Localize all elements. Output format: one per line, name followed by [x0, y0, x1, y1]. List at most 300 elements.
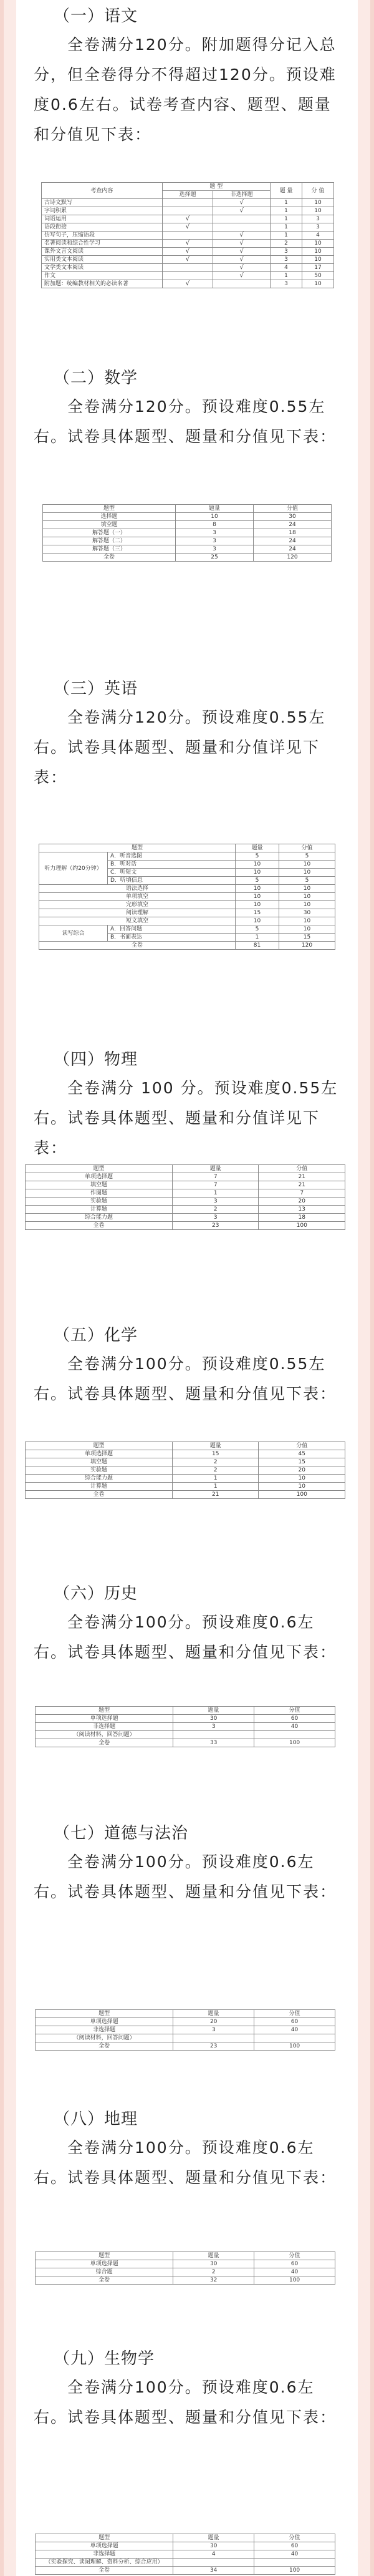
table-cell: 语法选择: [39, 885, 236, 893]
table-cell: √: [213, 240, 271, 248]
table-row: [42, 248, 334, 256]
table-cell: 3: [175, 529, 253, 537]
table-cell: 30: [279, 909, 335, 917]
table-cell: 题型: [43, 505, 176, 513]
table-cell: 全卷: [43, 554, 176, 562]
table-cell: 40: [254, 2268, 335, 2276]
table-cell: 120: [253, 554, 331, 562]
table-row: [39, 942, 335, 950]
section-heading: （六）历史: [54, 1584, 138, 1603]
table-cell: 5: [279, 852, 335, 861]
table-cell: 单项选择题: [36, 2260, 173, 2268]
table-row: [36, 2567, 335, 2575]
table-cell: √: [213, 248, 271, 256]
table-cell: [213, 215, 271, 223]
header-count: 题 量: [271, 183, 302, 199]
table-row: [26, 1206, 345, 1214]
table-row: [39, 885, 335, 893]
table-cell: 古诗文默写: [42, 199, 163, 207]
table-row: [36, 1739, 335, 1747]
table-note-row: [36, 1731, 335, 1739]
section-heading: （九）生物学: [54, 2349, 155, 2368]
table-cell: [213, 280, 271, 288]
table-cell: 3: [172, 1214, 259, 1222]
table-row: [39, 893, 335, 901]
table-cell: 1: [271, 232, 302, 240]
table-history: [35, 1706, 335, 1747]
table-cell: 15: [259, 1458, 345, 1466]
table-cell: 题量: [175, 505, 253, 513]
table-cell: 1: [271, 199, 302, 207]
table-cell: 1: [172, 1189, 259, 1198]
table-cell: [162, 207, 213, 215]
table-row: [26, 1222, 345, 1230]
table-cell: 分值: [254, 1707, 335, 1715]
table-cell: 13: [259, 1206, 345, 1214]
table-cell: （阅读材料，回答问题）: [36, 1731, 173, 1739]
table-cell: 10: [175, 513, 253, 521]
table-row: [36, 2260, 335, 2268]
table-cell: 10: [302, 256, 333, 264]
table-cell: 2: [172, 1466, 259, 1475]
table-cell: 1: [236, 934, 279, 942]
table-header-row: [36, 2252, 335, 2260]
table-row: [39, 901, 335, 909]
table-cell: 3: [271, 280, 302, 288]
table-physics: [25, 1164, 345, 1230]
table-row: [43, 521, 332, 529]
table-cell: 听力理解（约20分钟）: [39, 852, 108, 885]
table-english: [39, 844, 335, 950]
table-cell: 34: [173, 2567, 254, 2575]
table-header-row: [36, 2010, 335, 2018]
table-cell: 10: [259, 1475, 345, 1483]
table-cell: 1: [271, 223, 302, 232]
section-text: 全卷满分100分。预设难度0.6左右。试卷具体题型、题量和分值见下表：: [34, 2139, 337, 2187]
table-cell: 10: [236, 901, 279, 909]
table-cell: 33: [173, 1739, 254, 1747]
table-cell: 60: [254, 2542, 335, 2550]
table-cell: A．回答问题: [108, 925, 236, 934]
table-row: [42, 280, 334, 288]
table-cell: 计算题: [26, 1206, 173, 1214]
table-cell: 2: [271, 240, 302, 248]
table-row: [42, 223, 334, 232]
table-cell: 解答题（二）: [43, 537, 176, 545]
table-cell: 题量: [173, 2252, 254, 2260]
table-cell: C．听短文: [108, 869, 236, 877]
table-cell: 24: [253, 537, 331, 545]
table-row: [39, 925, 335, 934]
table-cell: √: [162, 240, 213, 248]
table-cell: √: [162, 256, 213, 264]
table-cell: 计算题: [26, 1483, 173, 1491]
table-cell: 名著阅读和综合性学习: [42, 240, 163, 248]
table-cell: 60: [254, 1715, 335, 1723]
table-cell: 3: [172, 1198, 259, 1206]
table-cell: 全卷: [36, 1739, 173, 1747]
table-cell: 题型: [36, 2010, 173, 2018]
table-cell: 10: [302, 248, 333, 256]
table-row: [36, 2042, 335, 2051]
table-row: [26, 1189, 345, 1198]
table-cell: 10: [236, 917, 279, 925]
table-cell: 45: [259, 1450, 345, 1458]
table-cell: 40: [254, 2550, 335, 2559]
table-cell: 3: [302, 223, 333, 232]
table-cell: 全卷: [36, 2042, 173, 2051]
table-cell: 10: [236, 869, 279, 877]
table-row: [26, 1198, 345, 1206]
table-cell: 1: [271, 272, 302, 280]
table-cell: 30: [253, 513, 331, 521]
table-header-row: [36, 2534, 335, 2542]
table-cell: 100: [259, 1491, 345, 1499]
table-cell: 10: [236, 861, 279, 869]
table-cell: [213, 223, 271, 232]
table-cell: 8: [175, 521, 253, 529]
header-type: 题 型: [162, 183, 270, 191]
table-cell: （阅读材料，回答问题）: [36, 2034, 173, 2042]
table-row: [39, 917, 335, 925]
table-row: [36, 2542, 335, 2550]
table-header-row: [43, 505, 332, 513]
table-cell: 分值: [259, 1442, 345, 1450]
table-math: [42, 504, 332, 562]
table-cell: 题量: [173, 2534, 254, 2542]
section-chinese: [16, 5, 358, 150]
table-biology: [35, 2534, 335, 2575]
table-cell: √: [162, 248, 213, 256]
table-cell: 100: [254, 1739, 335, 1747]
table-cell: 4: [173, 2550, 254, 2559]
table-cell: 30: [173, 2260, 254, 2268]
table-cell: 1: [271, 207, 302, 215]
table-cell: 10: [279, 885, 335, 893]
table-cell: 100: [254, 2276, 335, 2285]
table-cell: 4: [302, 232, 333, 240]
table-cell: 3: [271, 248, 302, 256]
table-cell: B．听对话: [108, 861, 236, 869]
table-row: [42, 199, 334, 207]
table-row: [26, 1450, 345, 1458]
table-cell: 非选择题: [36, 2026, 173, 2034]
table-cell: 题型: [26, 1442, 173, 1450]
table-cell: √: [213, 199, 271, 207]
table-cell: 语段衔接: [42, 223, 163, 232]
header-score: 分值: [279, 844, 335, 852]
table-cell: 分值: [253, 505, 331, 513]
table-cell: 3: [175, 537, 253, 545]
section-physics: [16, 1048, 358, 1163]
table-cell: 4: [271, 264, 302, 272]
table-cell: 18: [259, 1214, 345, 1222]
table-cell: 单项填空: [39, 893, 236, 901]
table-cell: 单项选择题: [36, 2018, 173, 2026]
table-cell: [162, 199, 213, 207]
table-cell: 24: [253, 545, 331, 554]
table-cell: 5: [236, 852, 279, 861]
table-ethics: [35, 2009, 335, 2051]
section-text: 全卷满分120分。附加题得分记入总分，但全卷得分不得超过120分。预设难度0.6左右。试卷考查内容、题型、题量和分值见下表：: [34, 36, 337, 144]
table-cell: 10: [279, 925, 335, 934]
section-text: 全卷满分100分。预设难度0.55左右。试卷具体题型、题量和分值见下表：: [34, 1355, 337, 1403]
table-cell: 读写综合: [39, 925, 108, 942]
section-text: 全卷满分120分。预设难度0.55左右。试卷具体题型、题量和分值详见下表：: [34, 708, 326, 786]
table-cell: 题量: [172, 1442, 259, 1450]
table-cell: 分值: [259, 1165, 345, 1173]
table-row: [43, 537, 332, 545]
table-cell: 词语运用: [42, 215, 163, 223]
table-cell: A．听音选图: [108, 852, 236, 861]
table-cell: 10: [279, 869, 335, 877]
table-cell: 5: [279, 877, 335, 885]
table-header-row: [26, 1165, 345, 1173]
table-row: [36, 2026, 335, 2034]
table-cell: 120: [279, 942, 335, 950]
table-cell: 3: [302, 215, 333, 223]
table-row: [39, 909, 335, 917]
table-cell: 解答题（一）: [43, 529, 176, 537]
table-cell: 20: [173, 2018, 254, 2026]
table-cell: 21: [172, 1491, 259, 1499]
table-row: [26, 1491, 345, 1499]
table-row: [42, 240, 334, 248]
table-cell: √: [162, 223, 213, 232]
section-text: 全卷满分100分。预设难度0.6左右。试卷具体题型、题量和分值见下表：: [34, 1853, 337, 1901]
table-row: [43, 529, 332, 537]
header-count: 题量: [236, 844, 279, 852]
section-heading: （一）语文: [54, 7, 138, 26]
table-cell: 10: [279, 861, 335, 869]
table-cell: 5: [236, 925, 279, 934]
table-cell: 实验题: [26, 1198, 173, 1206]
table-cell: 题量: [173, 2010, 254, 2018]
table-chemistry: [25, 1442, 345, 1499]
table-cell: 分值: [254, 2252, 335, 2260]
table-cell: 24: [253, 521, 331, 529]
table-cell: 单项选择题: [36, 2542, 173, 2550]
table-cell: 10: [236, 885, 279, 893]
table-row: [42, 207, 334, 215]
table-cell: √: [213, 232, 271, 240]
table-row: [36, 1715, 335, 1723]
table-cell: 32: [173, 2276, 254, 2285]
table-cell: 单项选择题: [26, 1450, 173, 1458]
table-cell: 23: [172, 1222, 259, 1230]
table-cell: 10: [259, 1483, 345, 1491]
table-cell: √: [162, 280, 213, 288]
table-cell: 2: [173, 2268, 254, 2276]
table-cell: 单项选择题: [36, 1715, 173, 1723]
table-cell: 字词积累: [42, 207, 163, 215]
table-cell: 3: [175, 545, 253, 554]
table-cell: B．书面表达: [108, 934, 236, 942]
table-cell: 10: [279, 893, 335, 901]
header-content: 考查内容: [42, 183, 163, 199]
table-cell: 阅读理解: [39, 909, 236, 917]
table-cell: 15: [279, 934, 335, 942]
section-english: [16, 678, 358, 793]
table-cell: 10: [279, 917, 335, 925]
section-history: [16, 1583, 358, 1667]
table-cell: 全卷: [26, 1491, 173, 1499]
table-cell: 非选择题: [36, 2550, 173, 2559]
table-cell: 30: [173, 2542, 254, 2550]
table-cell: 全卷: [39, 942, 236, 950]
table-cell: 100: [254, 2042, 335, 2051]
table-cell: 题型: [36, 2534, 173, 2542]
table-cell: √: [213, 256, 271, 264]
table-row: [42, 272, 334, 280]
table-cell: （实验探究、读图理解、资料分析、综合应用）: [36, 2559, 173, 2567]
table-row: [43, 545, 332, 554]
table-cell: 10: [302, 207, 333, 215]
table-cell: 短文填空: [39, 917, 236, 925]
table-cell: 填空题: [43, 521, 176, 529]
section-text: 全卷满分120分。预设难度0.55左右。试卷具体题型、题量和分值见下表：: [34, 398, 337, 446]
table-cell: [162, 272, 213, 280]
table-row: [26, 1466, 345, 1475]
table-cell: 60: [254, 2018, 335, 2026]
section-heading: （五）化学: [54, 1326, 138, 1345]
table-geography: [35, 2252, 335, 2285]
table-cell: 20: [259, 1466, 345, 1475]
table-cell: 题型: [36, 2252, 173, 2260]
table-cell: 2: [172, 1458, 259, 1466]
section-heading: （二）数学: [54, 369, 138, 388]
section-text: 全卷满分100分。预设难度0.6左右。试卷具体题型、题量和分值见下表：: [34, 1613, 337, 1661]
table-header-row: [26, 1442, 345, 1450]
table-cell: 30: [173, 1715, 254, 1723]
table-cell: [162, 264, 213, 272]
table-cell: 60: [254, 2260, 335, 2268]
table-cell: 附加题：统编教材相关的必读名著: [42, 280, 163, 288]
table-cell: 3: [271, 256, 302, 264]
section-heading: （八）地理: [54, 2110, 138, 2129]
table-cell: √: [213, 272, 271, 280]
table-cell: 综合题: [36, 2268, 173, 2276]
table-row: [26, 1181, 345, 1189]
table-cell: 1: [172, 1475, 259, 1483]
section-heading: （三）英语: [54, 680, 138, 698]
table-cell: 40: [254, 1723, 335, 1731]
table-cell: √: [213, 207, 271, 215]
table-cell: 完形填空: [39, 901, 236, 909]
section-chemistry: [16, 1324, 358, 1409]
table-cell: 文学类文本阅读: [42, 264, 163, 272]
section-text: 全卷满分100分。预设难度0.6左右。试卷具体题型、题量和分值见下表：: [34, 2378, 337, 2426]
section-heading: （七）道德与法治: [54, 1824, 189, 1843]
table-cell: 25: [175, 554, 253, 562]
table-cell: 10: [302, 199, 333, 207]
table-cell: 题量: [173, 1707, 254, 1715]
table-cell: 作文: [42, 272, 163, 280]
table-cell: 10: [302, 280, 333, 288]
table-cell: 分值: [254, 2010, 335, 2018]
table-cell: 7: [259, 1189, 345, 1198]
section-biology: [16, 2348, 358, 2432]
table-cell: 全卷: [36, 2276, 173, 2285]
section-math: [16, 367, 358, 452]
table-chinese: [41, 182, 334, 288]
header-score: 分 值: [302, 183, 333, 199]
table-cell: 100: [254, 2567, 335, 2575]
table-cell: 题型: [26, 1165, 173, 1173]
table-cell: 全卷: [26, 1222, 173, 1230]
table-cell: 50: [302, 272, 333, 280]
table-header-row: [36, 1707, 335, 1715]
header-choice: 选择题: [162, 191, 213, 199]
header-nonchoice: 非选择题: [213, 191, 271, 199]
table-row: [26, 1483, 345, 1491]
table-row: [42, 215, 334, 223]
table-cell: 综合能力题: [26, 1475, 173, 1483]
table-cell: 3: [173, 1723, 254, 1731]
table-cell: 18: [253, 529, 331, 537]
table-cell: 21: [259, 1181, 345, 1189]
table-cell: 81: [236, 942, 279, 950]
table-cell: 实验题: [26, 1466, 173, 1475]
table-cell: 10: [279, 901, 335, 909]
table-row: [43, 554, 332, 562]
table-cell: 3: [173, 2026, 254, 2034]
table-cell: 题量: [172, 1165, 259, 1173]
table-row: [36, 2276, 335, 2285]
table-row: [26, 1173, 345, 1181]
table-cell: 15: [236, 909, 279, 917]
table-row: [36, 2550, 335, 2559]
table-cell: 解答题（三）: [43, 545, 176, 554]
table-cell: 7: [172, 1181, 259, 1189]
table-cell: 1: [172, 1483, 259, 1491]
header-type: 题型: [39, 844, 236, 852]
table-note-row: [36, 2034, 335, 2042]
table-cell: √: [162, 215, 213, 223]
table-row: [42, 232, 334, 240]
section-text: 全卷满分 100 分。预设难度0.55左右。试卷具体题型、题量和分值详见下表：: [34, 1079, 338, 1157]
table-cell: 仿写句子，压缩语段: [42, 232, 163, 240]
table-cell: [162, 232, 213, 240]
table-cell: 实用类文本阅读: [42, 256, 163, 264]
table-row: [26, 1458, 345, 1466]
table-cell: 20: [259, 1198, 345, 1206]
table-cell: 7: [172, 1173, 259, 1181]
table-row: [39, 852, 335, 861]
table-cell: 100: [259, 1222, 345, 1230]
table-cell: 单项选择题: [26, 1173, 173, 1181]
table-row: [36, 2018, 335, 2026]
table-cell: 综合能力题: [26, 1214, 173, 1222]
table-cell: 分值: [254, 2534, 335, 2542]
table-row: [36, 2268, 335, 2276]
table-cell: 10: [302, 240, 333, 248]
table-cell: 15: [172, 1450, 259, 1458]
section-heading: （四）物理: [54, 1050, 138, 1069]
table-cell: 非选择题: [36, 1723, 173, 1731]
table-cell: 40: [254, 2026, 335, 2034]
table-row: [42, 264, 334, 272]
table-cell: 选择题: [43, 513, 176, 521]
table-cell: 1: [271, 215, 302, 223]
table-cell: 21: [259, 1173, 345, 1181]
table-note-row: [36, 2559, 335, 2567]
table-cell: 作图题: [26, 1189, 173, 1198]
table-cell: 5: [236, 877, 279, 885]
section-geography: [16, 2108, 358, 2193]
table-cell: 全卷: [36, 2567, 173, 2575]
table-cell: 课外文言文阅读: [42, 248, 163, 256]
